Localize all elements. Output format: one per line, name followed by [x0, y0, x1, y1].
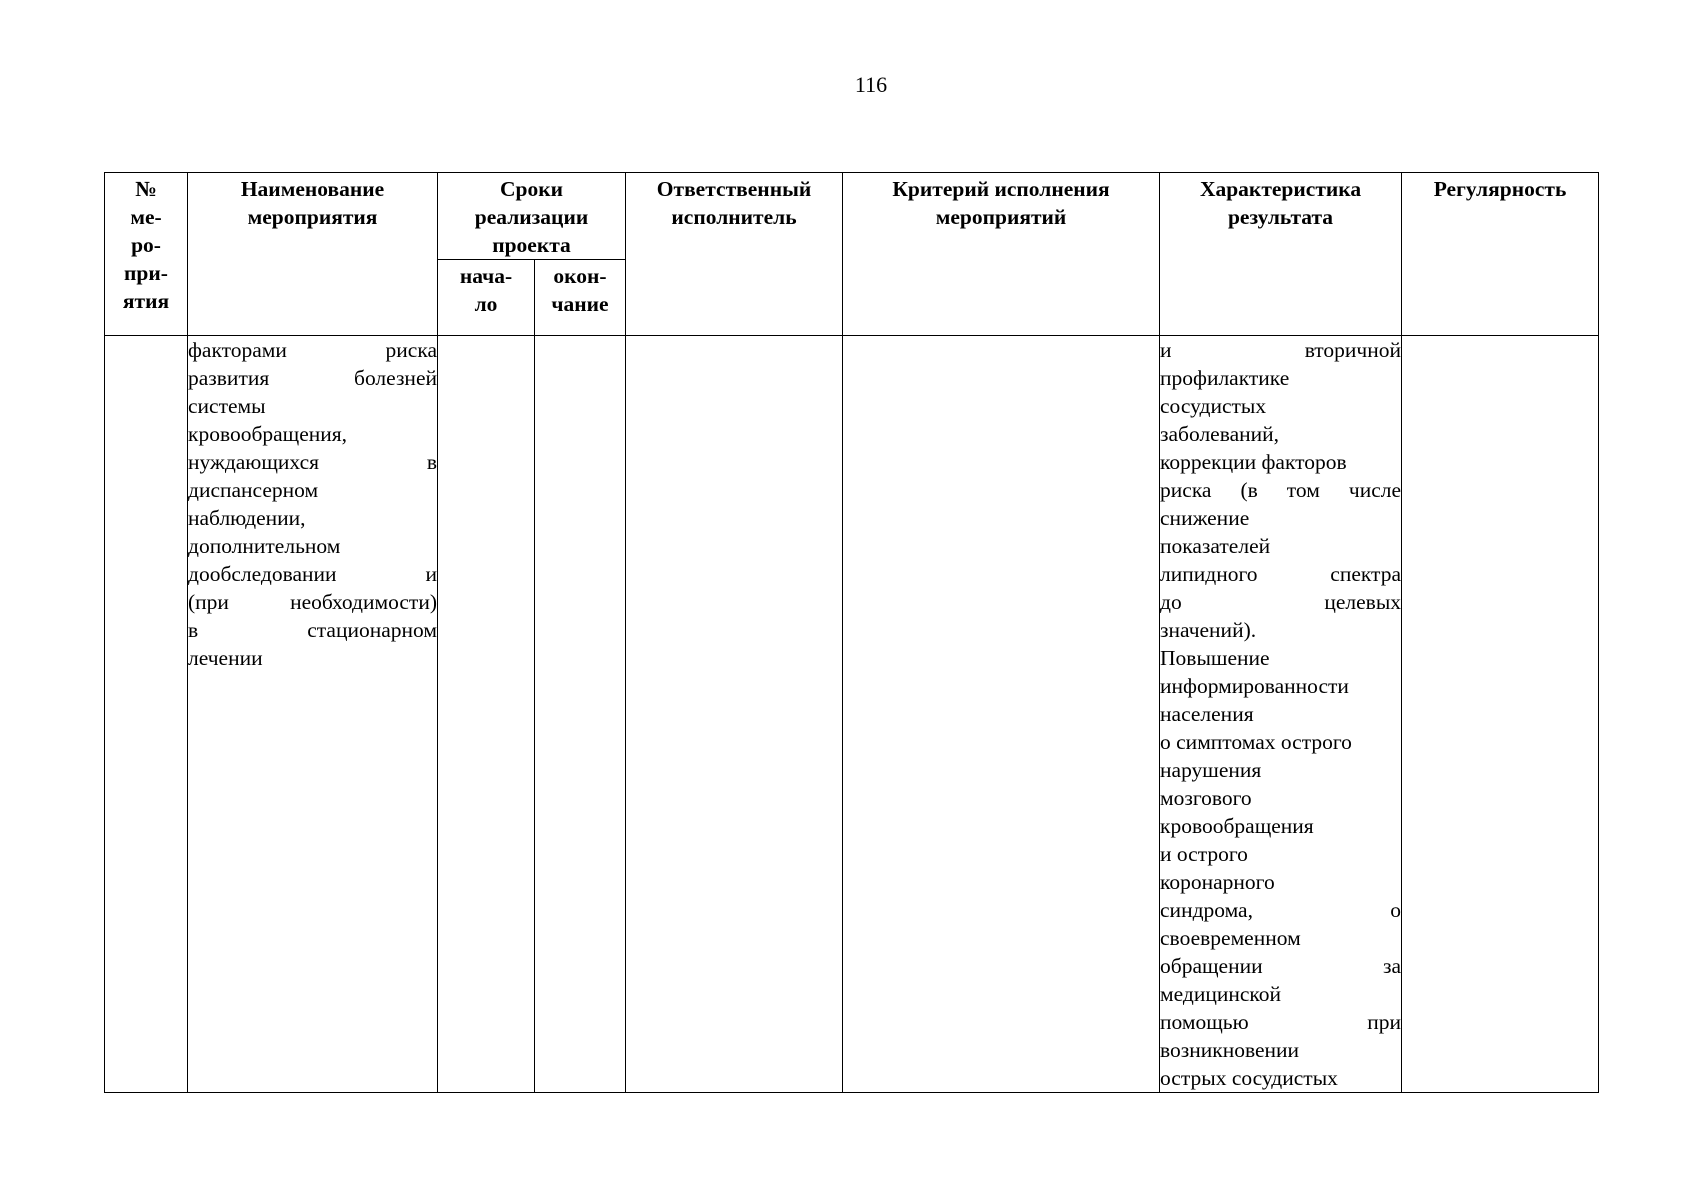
result-text-line: мозгового [1160, 786, 1252, 810]
result-text-line: до целевых [1160, 590, 1402, 614]
header-start [438, 260, 535, 336]
result-text-line: информированности [1160, 674, 1349, 698]
header-responsible: Ответственный исполнитель [626, 173, 843, 336]
cell-regularity [1402, 336, 1599, 1093]
header-terms-line: реализации [474, 205, 589, 229]
name-text-line: факторами риска [188, 338, 437, 362]
result-text-line: и острого [1160, 842, 1248, 866]
result-text-line: населения [1160, 702, 1254, 726]
result-text-line: и вторичной [1160, 338, 1402, 362]
result-text-line: снижение [1160, 506, 1250, 530]
cell-responsible [626, 336, 843, 1093]
result-text-line: возникновении [1160, 1038, 1300, 1062]
name-text-line: дообследовании и [188, 562, 437, 586]
header-number-line: ро- [131, 233, 161, 257]
result-text-line: нарушения [1160, 758, 1262, 782]
cell-end [535, 336, 626, 1093]
result-text-line: значений). [1160, 618, 1257, 642]
name-text-line: лечении [188, 646, 263, 670]
name-text-line: кровообращения, [188, 422, 348, 446]
name-text-line: развития болезней [188, 366, 437, 390]
header-name: Наименование мероприятия [188, 173, 438, 336]
header-regularity: Регулярность [1402, 173, 1599, 336]
result-text-line: риска (в том числе [1160, 478, 1402, 502]
header-result: Характеристика результата [1160, 173, 1402, 336]
name-text-line: диспансерном [188, 478, 319, 502]
name-text-line: (при необходимости) [188, 590, 437, 614]
result-text-line: показателей [1160, 534, 1271, 558]
result-text-line: о симптомах острого [1160, 730, 1352, 754]
header-start-line: нача- [459, 264, 513, 288]
name-text-line: наблюдении, [188, 506, 306, 530]
result-text-line: профилактике [1160, 366, 1290, 390]
name-text-line: нуждающихся в [188, 450, 437, 474]
result-text-line: синдрома, о [1160, 898, 1402, 922]
activities-table [104, 172, 1599, 1093]
result-text-line: кровообращения [1160, 814, 1314, 838]
header-number-line: № [135, 177, 157, 201]
header-criterion: Критерий исполнения мероприятий [843, 173, 1160, 336]
cell-start [438, 336, 535, 1093]
name-text-line: системы [188, 394, 266, 418]
header-terms-line: проекта [492, 233, 571, 257]
result-text-line: заболеваний, [1160, 422, 1280, 446]
name-text-line: в стационарном [188, 618, 437, 642]
cell-name [188, 336, 438, 1093]
cell-number [105, 336, 188, 1093]
header-number-line: при- [124, 261, 168, 285]
header-end-line: окон- [553, 264, 607, 288]
name-text-line: дополнительном [188, 534, 341, 558]
result-text-line: сосудистых [1160, 394, 1267, 418]
result-text-line: коронарного [1160, 870, 1275, 894]
header-number [105, 173, 188, 336]
header-start-line: ло [474, 292, 498, 316]
result-text-line: своевременном [1160, 926, 1301, 950]
table-row [105, 336, 1599, 1093]
result-text-line: острых сосудистых [1160, 1066, 1338, 1090]
result-text-line: медицинской [1160, 982, 1281, 1006]
result-text-line: Повышение [1160, 646, 1270, 670]
result-text-line: коррекции факторов [1160, 450, 1347, 474]
header-row [105, 173, 1599, 260]
header-end-line: чание [551, 292, 609, 316]
header-terms [438, 173, 626, 260]
cell-criterion [843, 336, 1160, 1093]
header-number-line: ятия [122, 289, 170, 313]
header-number-line: ме- [130, 205, 162, 229]
result-text-line: липидного спектра [1160, 562, 1402, 586]
header-end [535, 260, 626, 336]
header-terms-line: Сроки [500, 177, 564, 201]
page-number: 116 [854, 72, 888, 97]
result-text-line: помощью при [1160, 1010, 1402, 1034]
cell-result [1160, 336, 1402, 1093]
result-text-line: обращении за [1160, 954, 1402, 978]
